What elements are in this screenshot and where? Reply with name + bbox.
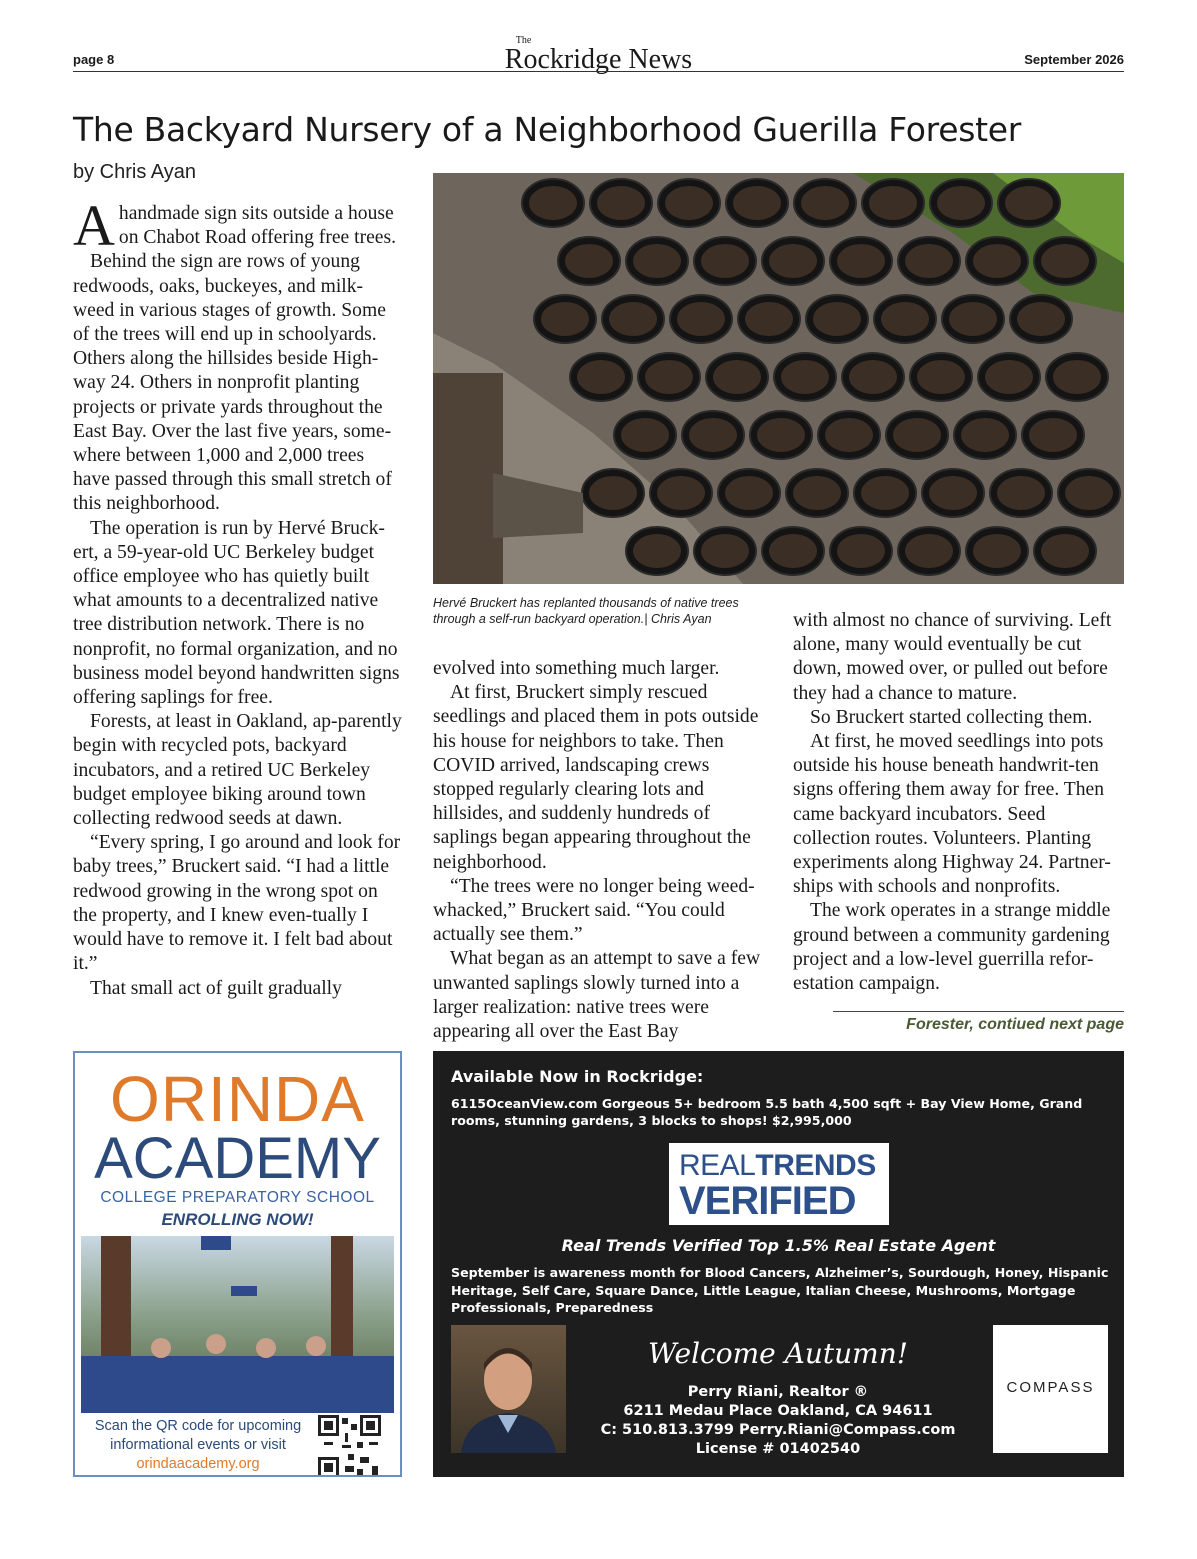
drop-cap: A [73,193,115,258]
awareness-text: September is awareness month for Blood Cancers, Alzheimer’s, Sourdough, Honey, Hispanic Heritage, Self Care, Square Dance, Little League, Italian Cheese, Mushrooms, Mortgage Professionals, Preparedness [451,1265,1109,1315]
article-paragraph: That small act of guilt gradually [90,977,342,999]
ad-enrolling: ENROLLING NOW! [161,1210,314,1229]
article-column-2 [433,657,765,1044]
agent-license: License # 01402540 [695,1441,861,1457]
masthead-name: Rockridge News [504,44,693,75]
masthead-the: The [515,35,532,46]
badge-verified: VERIFIED [679,1179,856,1223]
continued-note: Forester, contiued next page [906,1016,1124,1033]
ad-school-type: COLLEGE PREPARATORY SCHOOL [100,1189,375,1206]
badge-real: REAL [679,1149,756,1182]
ad-orinda-title: ORINDA [110,1063,365,1135]
agent-contact [573,1383,983,1459]
article-paragraph: The operation is run by Hervé Bruck-ert, a 59-year-old UC Berkeley budget office employee who has quietly built what amounts to a decentralized native tree distribution network. There is no nonprofit, no formal organization, and no business model beyond handwritten signs offering saplings for free. [73,517,400,709]
realtor-ad[interactable] [433,1051,1124,1477]
article-paragraph: At first, he moved seedlings into pots outside his house beneath handwrit-ten signs offering them away for free. Then came backyard incubators. Seed collection routes. Volunteers. Planting experiments along Highway 24. Partner-ships with schools and nonprofits. [793,731,1111,898]
article-paragraph: Behind the sign are rows of young redwoods, oaks, buckeyes, and milk-weed in various stages of growth. Some of the trees will end up in schoolyards. Others along the hillsides beside High-way 24. Others in nonprofit planting projects or private yards throughout the East Bay. Over the last five years, some-where between 1,000 and 2,000 trees have passed through this small stretch of this neighborhood. [73,251,392,515]
article-paragraph: “Every spring, I go around and look for baby trees,” Bruckert said. “I had a little redwood growing in the wrong spot on the property, and I knew even-tually I would have to remove it. I felt bad about it.” [73,832,401,975]
article-paragraph: What began as an attempt to save a few unwanted saplings slowly turned into a larger realization: native trees were appearing all over the East Bay [433,948,761,1043]
graduation-photo [81,1236,394,1413]
article-paragraph: evolved into something much larger. [433,658,720,679]
ad-heading: Available Now in Rockridge: [451,1067,704,1086]
compass-logo: COMPASS [993,1325,1108,1453]
badge-trends: TRENDS [755,1149,876,1182]
article-column-3 [793,609,1125,996]
masthead [0,36,1197,74]
orinda-url-link[interactable]: orindaacademy.org [136,1456,260,1472]
article-title: The Backyard Nursery of a Neighborhood Guerilla Forester [73,110,1022,149]
issue-date: September 2026 [1024,52,1124,67]
realtrends-verified-badge [669,1143,889,1225]
header-rule [73,71,1124,72]
page-number: page 8 [73,52,115,67]
article-paragraph: The work operates in a strange middle ground between a community gardening project and a low-level guerrilla refor-estation campaign. [793,900,1111,995]
ad-academy-title: ACADEMY [94,1126,381,1191]
agent-portrait [451,1325,566,1453]
photo-caption: Hervé Bruckert has replanted thousands of native trees through a self-run backyard operation.| Chris Ayan [433,596,739,626]
article-paragraph: At first, Bruckert simply rescued seedlings and placed them in pots outside his house for neighbors to take. Then COVID arrived, landscaping crews stopped regularly clearing lots and hillsides, and suddenly hundreds of saplings began appearing throughout the neighborhood. [433,682,759,873]
article-column-1 [73,193,403,1001]
article-paragraph: Forests, at least in Oakland, ap-parently begin with recycled pots, backyard incubators, and a retired UC Berkeley budget employee biking around town collecting redwood seeds at dawn. [73,711,402,830]
ad-scan-text: Scan the QR code for upcoming informational events or visit orindaacademy.org [94,1418,302,1472]
continued-rule [833,1011,1124,1012]
agent-address: 6211 Medau Place Oakland, CA 94611 [623,1403,933,1419]
article-paragraph: So Bruckert started collecting them. [810,706,1093,728]
article-paragraph: with almost no chance of surviving. Left alone, many would eventually be cut down, mowed over, or pulled out before they had a chance to mature. [793,610,1112,704]
agent-phone-email[interactable]: C: 510.813.3799 Perry.Riani@Compass.com [600,1422,956,1438]
orinda-academy-ad[interactable] [73,1051,402,1477]
article-photo [433,173,1124,584]
agent-name: Perry Riani, Realtor ® [687,1384,869,1400]
qr-code-icon[interactable] [318,1415,381,1477]
article-paragraph: Ahandmade sign sits outside a house on Chabot Road offering free trees. [73,193,397,258]
article-paragraph: “The trees were no longer being weed-whacked,” Bruckert said. “You could actually see them.” [433,875,755,946]
top-agent-line: Real Trends Verified Top 1.5% Real Estate Agent [561,1236,996,1255]
article-byline: by Chris Ayan [73,161,197,183]
ad-listing-description: 6115OceanView.com Gorgeous 5+ bedroom 5.5 bath 4,500 sqft + Bay View Home, Grand rooms, stunning gardens, 3 blocks to shops! $2,995,000 [451,1096,1083,1128]
welcome-autumn: Welcome Autumn! [648,1337,908,1370]
